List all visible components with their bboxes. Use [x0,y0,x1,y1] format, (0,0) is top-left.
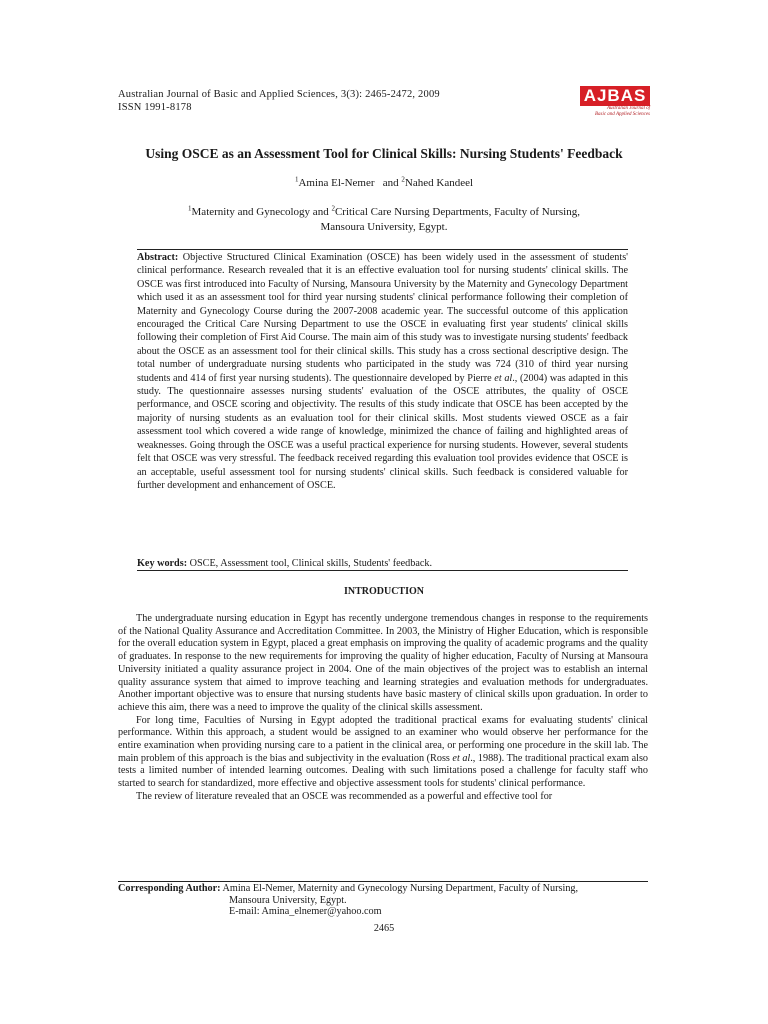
journal-logo [580,86,650,120]
journal-citation: Australian Journal of Basic and Applied Sciences, 3(3): 2465-2472, 2009 [118,89,440,100]
corr-line-2: Mansoura University, Egypt. [229,894,347,906]
logo-subtitle-1: Australian Journal of [606,106,650,111]
keywords-text: OSCE, Assessment tool, Clinical skills, Students' feedback. [189,558,433,569]
introduction-body [118,613,648,804]
affiliation-line-1 [0,206,768,218]
corr-label: Corresponding Author: [118,883,221,894]
abstract-top-rule [137,249,628,250]
intro-p2-text-b: ., 1988). The traditional practical exam also tests a limited number of intended learning outcomes. Dealing with such limitations posed a challenge for faculty staff who started to search for standardized, more effective and objective assessment tools for students' clinical performance. [118,752,648,790]
affil1-sup: 1 [188,204,192,213]
author1-name: Amina El-Nemer [298,177,375,189]
affil2-sup: 2 [331,204,335,213]
abstract-label: Abstract: [137,252,179,263]
affil1-text: Maternity and Gynecology and [191,206,329,218]
intro-p2-etal: et al [452,752,471,764]
abstract-text-2: ., (2004) was adapted in this study. The questionnaire assesses nursing students' evaluation of the OSCE attributes, the quality of OSCE performance, and OSCE scoring and objectivity. The results of this study indicate that OSCE has been accepted by the majority of nursing students as an evaluation tool for their clinical skills. Most students viewed OSCE as a fair assessment tool which covered a wide range of knowledge, minimized the chance of failing and highlighted areas of weaknesses. Going through the OSCE was a useful practical experience for nursing students. However, several students felt that OSCE was very stressful. The feedback received regarding this evaluation tool provides evidence that OSCE is an acceptable, useful assessment tool for nursing students' clinical skills. Such feedback is considered valuable for further development and enhancement of OSCE. [137,372,629,491]
section-heading-introduction: INTRODUCTION [343,586,424,597]
abstract-etal: et al [494,372,513,384]
logo-subtitle-2: Basic and Applied Sciences [594,112,650,117]
corr-line-1 [118,883,648,895]
affil2-text: Critical Care Nursing Departments, Faculty of Nursing, [334,206,580,218]
corr-email: E-mail: Amina_elnemer@yahoo.com [229,906,382,917]
page-number: 2465 [373,923,395,934]
intro-p2-text-a: For long time, Faculties of Nursing in Egypt adopted the traditional practical exams for evaluating students' clinical performance. Within this approach, a student would be assigned to an examiner who would observe her performance for the entire examination when providing nursing care to a patient in the clinical area, or performing one procedure in the skill lab. The main problem of this approach is the bias and subjectivity in the evaluation (Ross [118,714,648,764]
intro-paragraph-2 [118,715,648,791]
corr-text: Amina El-Nemer, Maternity and Gynecology Nursing Department, Faculty of Nursing, [222,883,579,894]
footnote-rule [118,881,648,882]
author2-name: Nahed Kandeel [404,177,474,189]
authors [0,177,768,189]
authors-and: and [382,177,399,189]
corresponding-author [118,883,648,918]
abstract-bottom-rule [137,570,628,571]
abstract-text: Objective Structured Clinical Examination (OSCE) has been widely used in the assessment of students' clinical performance. Research revealed that it is an effective evaluation tool for nursing students' clinical skills. The OSCE was first introduced into Faculty of Nursing, Mansoura University by the Maternity and Gynecology Department which used it as an assessment tool for third year nursing students' clinical performance following their completion of Maternity and Gynecology Course during the 2007-2008 academic year. The successful outcome of this application encouraged the Critical Care Nursing Department to use the OSCE in evaluating first year students' clinical skills following their completion of First Aid Course. The main aim of this study was to investigate nursing students' feedback about the OSCE as an assessment tool for their clinical skills. This study has a cross sectional descriptive design. The total number of undergraduate nursing students who participated in the study was 724 (310 of third year nursing students and 414 of first year nursing students). The questionnaire developed by Pierre [137,252,629,384]
intro-paragraph-3: The review of literature revealed that an OSCE was recommended as a powerful and effective tool for [136,790,553,802]
abstract [137,251,628,492]
affiliation-line-2: Mansoura University, Egypt. [320,221,448,233]
author2-sup: 2 [401,175,405,184]
intro-paragraph-1: The undergraduate nursing education in Egypt has recently undergone tremendous changes in response to the requirements of the National Quality Assurance and Accreditation Committee. In 2003, the Ministry of Higher Education, which is responsible for the overall education system in Egypt, placed a great emphasis on improving the quality of academic programs and the quality of graduates. In response to the new requirements for improving the quality of higher education, Faculty of Nursing at Mansoura University initiated a quality assurance project in 2004. One of the main objectives of the project was to establish an internal quality assurance system that aimed to improve teaching and learning strategies and evaluation methods for undergraduates. Another important objective was to ensure that nursing students have basic mastery of clinical skills upon graduation. In order to achieve this aim, there was a need to improve the quality of the clinical skills assessment. [118,613,648,713]
author1-sup: 1 [294,175,299,184]
paper-title: Using OSCE as an Assessment Tool for Clinical Skills: Nursing Students' Feedback [145,146,623,161]
keywords-label: Key words: [137,558,188,569]
issn: ISSN 1991-8178 [118,102,192,113]
logo-text: AJBAS [580,86,650,106]
keywords [137,558,628,569]
